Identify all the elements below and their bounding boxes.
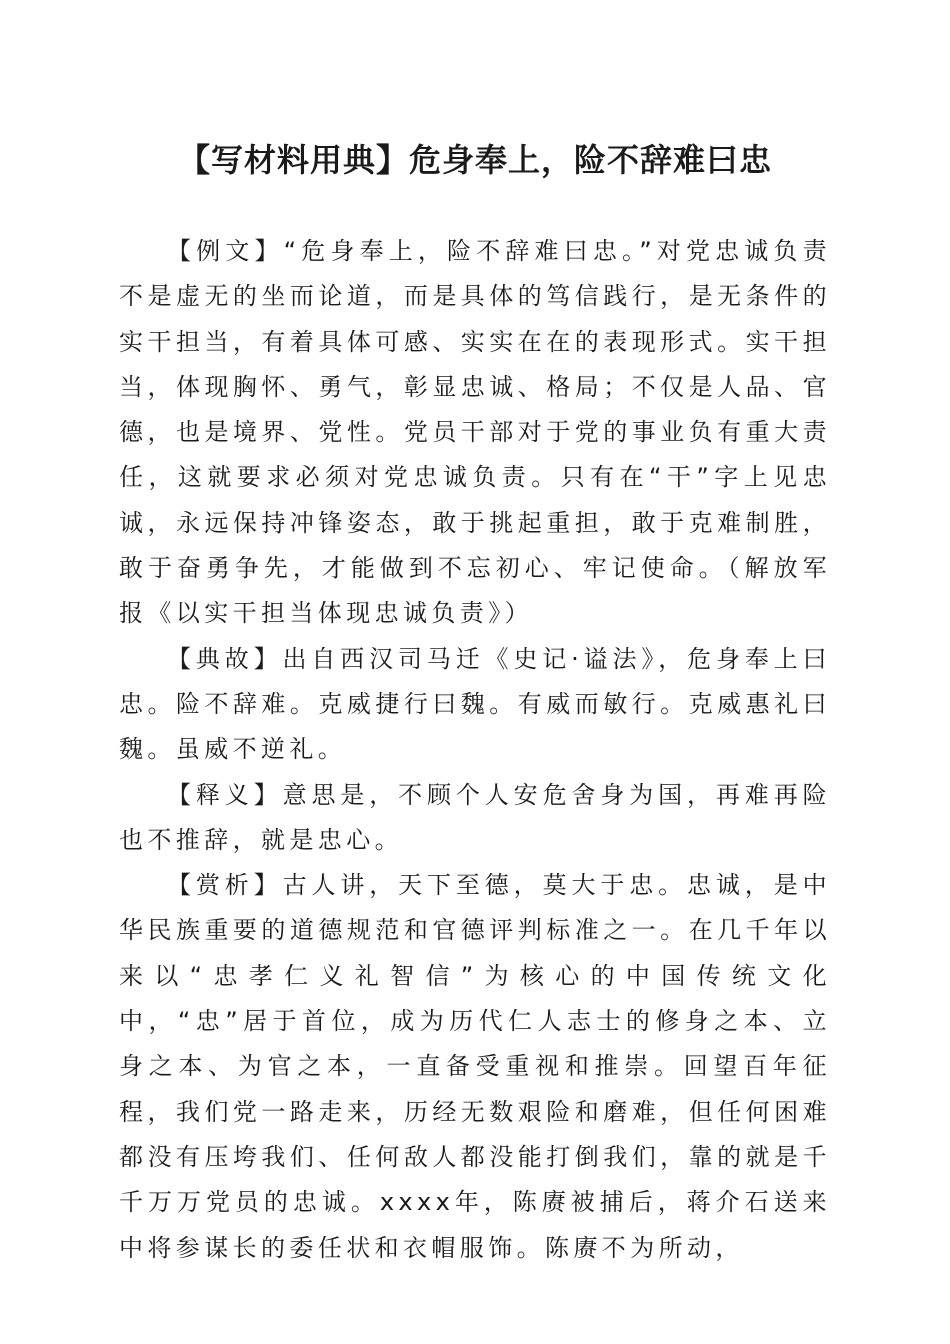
paragraph-tag: 【例文】 bbox=[167, 237, 284, 265]
paragraph-tag: 【赏析】 bbox=[167, 871, 283, 900]
paragraph-text: 意思是，不顾个人安危舍身为国，再难再险也不推辞，就是忠心。 bbox=[119, 780, 831, 854]
paragraph-tag: 【典故】 bbox=[167, 644, 283, 673]
paragraph-allusion bbox=[119, 637, 831, 773]
paragraph-appreciation bbox=[119, 863, 831, 1271]
paragraph-example bbox=[119, 229, 831, 637]
paragraph-tag: 【释义】 bbox=[167, 780, 283, 809]
document-body bbox=[119, 229, 831, 1271]
paragraph-meaning bbox=[119, 773, 831, 864]
paragraph-text: 古人讲，天下至德，莫大于忠。忠诚，是中华民族重要的道德规范和官德评判标准之一。在几千年以来以“忠孝仁义礼智信”为核心的中国传统文化中，“忠”居于首位，成为历代仁人志士的修身之本、立身之本、为官之本，一直备受重视和推崇。回望百年征程，我们党一路走来，历经无数艰险和磨难，但任何困难都没有压垮我们、任何敌人都没能打倒我们，靠的就是千千万万党员的忠诚。xxxx年，陈赓被捕后，蒋介石送来中将参谋长的委任状和衣帽服饰。陈赓不为所动， bbox=[119, 871, 831, 1262]
paragraph-text: “危身奉上，险不辞难曰忠。”对党忠诚负责不是虚无的坐而论道，而是具体的笃信践行，是无条件的实干担当，有着具体可感、实实在在的表现形式。实干担当，体现胸怀、勇气，彰显忠诚、格局；不仅是人品、官德，也是境界、党性。党员干部对于党的事业负有重大责任，这就要求必须对党忠诚负责。只有在“干”字上见忠诚，永远保持冲锋姿态，敢于挑起重担，敢于克难制胜，敢于奋勇争先，才能做到不忘初心、牢记使命。（解放军报《以实干担当体现忠诚负责》） bbox=[119, 237, 831, 628]
document-title: 【写材料用典】危身奉上，险不辞难曰忠 bbox=[177, 141, 772, 179]
paragraph-text: 出自西汉司马迁《史记·谥法》，危身奉上曰忠。险不辞难。克威捷行曰魏。有威而敏行。克威惠礼曰魏。虽威不逆礼。 bbox=[119, 644, 831, 764]
